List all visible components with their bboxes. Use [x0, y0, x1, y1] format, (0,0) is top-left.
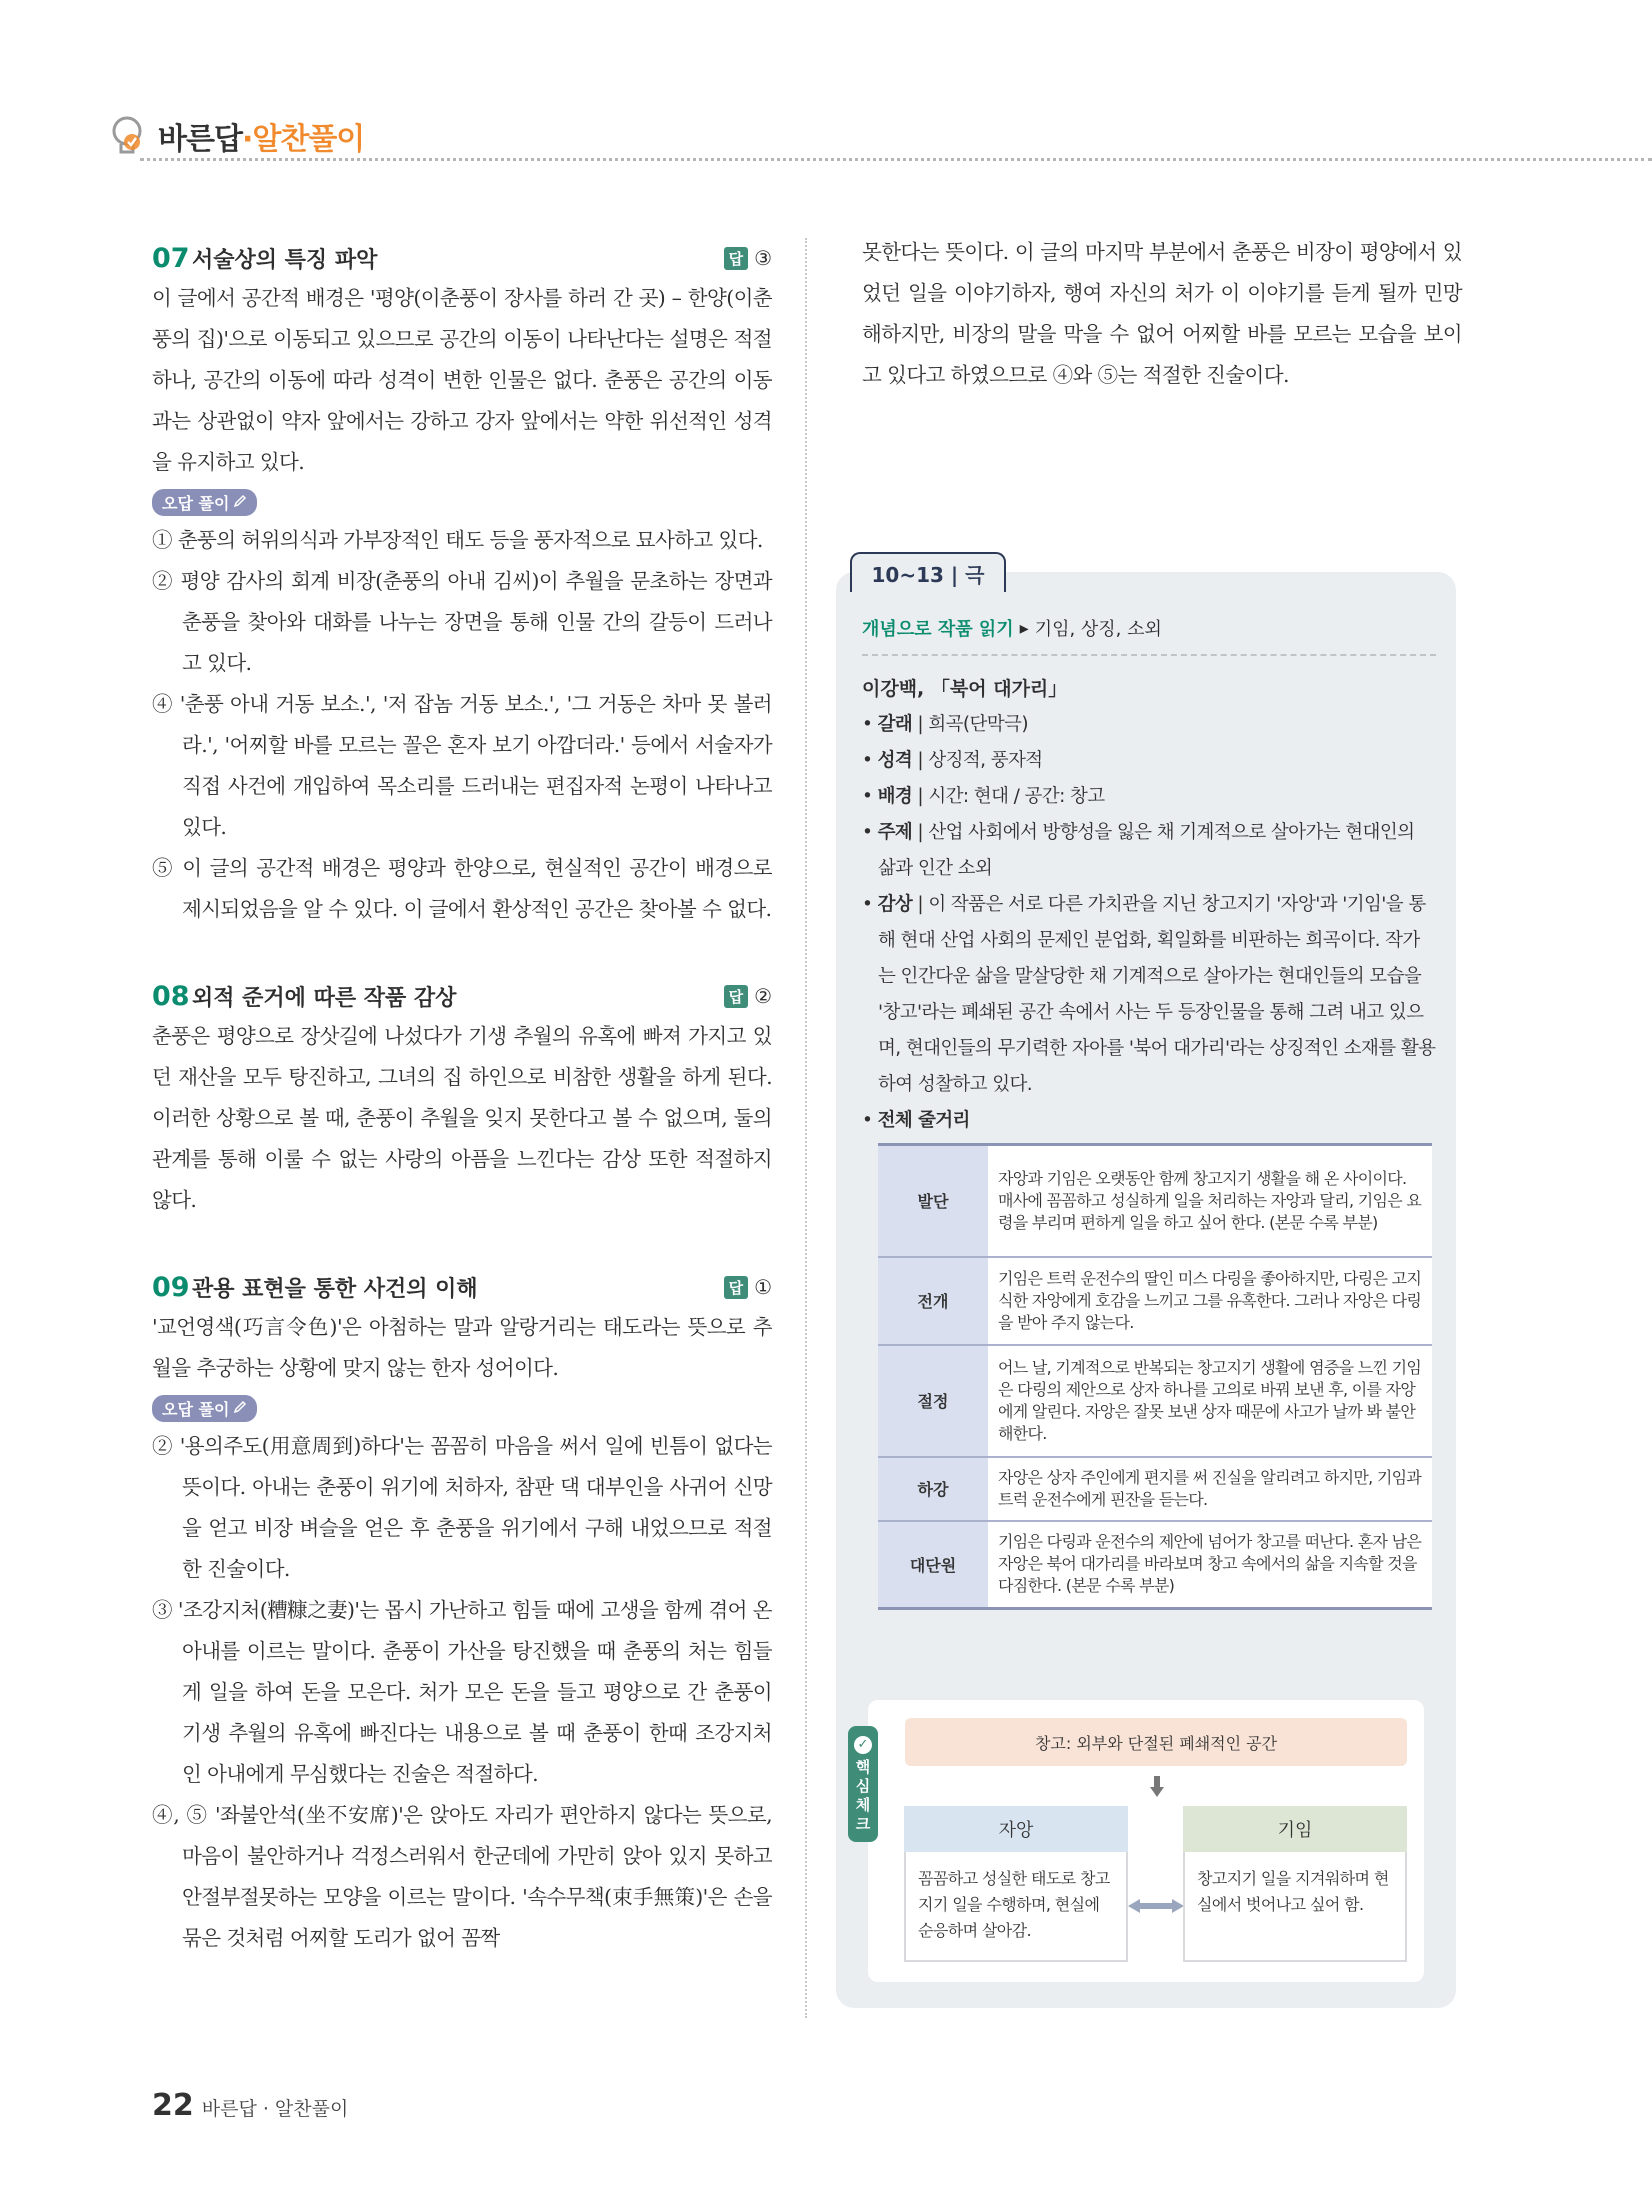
attr-key: 주제: [877, 822, 913, 843]
answer-value: ②: [754, 984, 772, 1008]
q09-answer: [724, 1275, 772, 1299]
concept-label: 개념으로 작품 읽기: [862, 619, 1014, 640]
core-check-label: [848, 1726, 878, 1842]
attr-value: 시간: 현대 / 공간: 창고: [928, 786, 1105, 807]
table-row: [878, 1345, 1432, 1457]
right-column: [862, 232, 1462, 396]
left-column: [152, 238, 772, 1959]
answer-tag: 답: [724, 1276, 749, 1299]
concept-arrow: ▸: [1019, 617, 1029, 639]
q07-heading: [152, 238, 772, 278]
q09-option: ④, ⑤ '좌불안석(坐不安席)'은 앉아도 자리가 편안하지 않다는 뜻으로, 마음이 불안하거나 걱정스러워서 한군데에 가만히 앉아 있지 못하고 안절부절못하는 모양을 이르는 말이다. '속수무책(束手無策)'은 손을 묶은 것처럼 어찌할 도리가 없어 꼼짝: [152, 1803, 772, 1950]
q07-option: ⑤ 이 글의 공간적 배경은 평양과 한양으로, 현실적인 공간이 배경으로 제시되었음을 알 수 있다. 이 글에서 환상적인 공간은 찾아볼 수 없다.: [152, 856, 772, 921]
dashed-divider: [862, 654, 1436, 656]
q08-heading: [152, 976, 772, 1016]
character-card-giim: [1183, 1806, 1407, 1962]
work-summary-content: [862, 610, 1436, 1610]
check-icon: ✓: [854, 1736, 872, 1754]
plot-desc: 기임은 트럭 운전수의 딸인 미스 다링을 좋아하지만, 다링은 고지식한 자앙에게 호감을 느끼고 그를 유혹한다. 그러나 자앙은 다링을 받아 주지 않는다.: [988, 1257, 1432, 1345]
footer-title: 바른답 · 알찬풀이: [201, 2098, 349, 2120]
table-row: [878, 1145, 1432, 1257]
attr-key: 갈래: [877, 714, 913, 735]
character-desc: 창고지기 일을 지겨워하며 현실에서 벗어나고 싶어 함.: [1183, 1852, 1407, 1962]
q07-number: 07: [152, 242, 190, 274]
q07-option: ① 춘풍의 허위의식과 가부장적인 태도 등을 풍자적으로 묘사하고 있다.: [152, 528, 763, 552]
plot-stage: 대단원: [878, 1521, 988, 1609]
page-number: 22: [152, 2088, 194, 2123]
bulb-icon: [108, 114, 148, 158]
plot-label: 전체 줄거리: [877, 1110, 970, 1131]
page-header: [108, 110, 364, 162]
header-divider: [140, 158, 1652, 161]
pencil-icon: [233, 1399, 247, 1418]
q08-answer: [724, 984, 772, 1008]
q08-number: 08: [152, 980, 190, 1012]
q09-heading: [152, 1267, 772, 1307]
plot-heading: • 전체 줄거리: [862, 1110, 970, 1131]
plot-table: [878, 1143, 1432, 1610]
plot-stage: 전개: [878, 1257, 988, 1345]
character-name: 기임: [1183, 1806, 1407, 1852]
character-desc: 꼼꼼하고 성실한 태도로 창고지기 일을 수행하며, 현실에 순응하며 살아감.: [904, 1852, 1128, 1962]
q09-title: 관용 표현을 통한 사건의 이해: [192, 1276, 478, 1302]
attr-key: 성격: [877, 750, 913, 771]
plot-desc: 자앙은 상자 주인에게 편지를 써 진실을 알리려고 하지만, 기임과 트럭 운전수에게 핀잔을 듣는다.: [988, 1457, 1432, 1521]
plot-desc: 기임은 다링과 운전수의 제안에 넘어가 창고를 떠난다. 혼자 남은 자앙은 북어 대가리를 바라보며 창고 속에서의 삶을 지속할 것을 다짐한다. (본문 수록 부분): [988, 1521, 1432, 1609]
wrong-answer-label: 오답 풀이: [162, 1400, 230, 1419]
wrong-answer-label: 오답 풀이: [162, 494, 230, 513]
character-card-jaang: [904, 1806, 1128, 1962]
page-footer: [152, 2088, 348, 2123]
attr-key: 감상: [877, 894, 913, 915]
q08-explanation: 춘풍은 평양으로 장삿길에 나섰다가 기생 추월의 유혹에 빠져 가지고 있던 재산을 모두 탕진하고, 그녀의 집 하인으로 비참한 생활을 하게 된다. 이러한 상황으로 볼 때, 춘풍이 추월을 잊지 못한다고 볼 수 없으며, 둘의 관계를 통해 이룰 수 없는 사랑의 아픔을 느낀다는 감상 또한 적절하지 않다.: [152, 1024, 772, 1212]
attr-value: 이 작품은 서로 다른 가치관을 지닌 창고지기 '자앙'과 '기임'을 통해 현대 산업 사회의 문제인 분업화, 획일화를 비판하는 희곡이다. 작가는 인간다운 삶을 말살당한 채 기계적으로 살아가는 현대인들의 모습을 '창고'라는 폐쇄된 공간 속에서 사는 두 등장인물을 통해 그려 내고 있으며, 현대인들의 무기력한 자아를 '북어 대가리'라는 상징적인 소재를 활용하여 성찰하고 있다.: [878, 894, 1436, 1095]
down-arrow-icon: [1150, 1776, 1164, 1798]
answer-value: ①: [754, 1275, 772, 1299]
q08-title: 외적 준거에 따른 작품 감상: [192, 985, 457, 1011]
work-attribute: • 갈래 | 희곡(단막극): [862, 714, 1028, 735]
header-title-dot: ·: [241, 122, 253, 157]
pencil-icon: [233, 493, 247, 512]
concept-reading: [862, 610, 1436, 646]
header-title-a: 바른답: [158, 122, 242, 157]
table-row: [878, 1257, 1432, 1345]
column-divider: [805, 238, 807, 2018]
concept-keywords: 기임, 상징, 소외: [1034, 619, 1162, 640]
wrong-answer-tag: [152, 489, 257, 516]
q09-number: 09: [152, 1271, 190, 1303]
q07-explanation: 이 글에서 공간적 배경은 '평양(이춘풍이 장사를 하러 간 곳) – 한양(이춘풍의 집)'으로 이동되고 있으므로 공간의 이동이 나타난다는 설명은 적절하나, 공간의 이동에 따라 성격이 변한 인물은 없다. 춘풍은 공간의 이동과는 상관없이 약자 앞에서는 강하고 강자 앞에서는 약한 위선적인 성격을 유지하고 있다.: [152, 286, 772, 474]
q07-option: ④ '춘풍 아내 거동 보소.', '저 잡놈 거동 보소.', '그 거동은 차마 못 볼러라.', '어찌할 바를 모르는 꼴은 혼자 보기 아깝더라.' 등에서 서술자가 직접 사건에 개입하여 목소리를 드러내는 편집자적 논평이 나타나고 있다.: [152, 692, 772, 839]
attr-key: 배경: [877, 786, 913, 807]
q07-answer: [724, 246, 772, 270]
plot-stage: 하강: [878, 1457, 988, 1521]
table-row: [878, 1457, 1432, 1521]
q09-explanation: '교언영색(巧言令色)'은 아첨하는 말과 알랑거리는 태도라는 뜻으로 추월을 추궁하는 상황에 맞지 않는 한자 성어이다.: [152, 1315, 772, 1380]
header-title: [158, 114, 364, 158]
q09-explanation-continued: 못한다는 뜻이다. 이 글의 마지막 부분에서 춘풍은 비장이 평양에서 있었던 일을 이야기하자, 행여 자신의 처가 이 이야기를 듣게 될까 민망해하지만, 비장의 말을 막을 수 없어 어찌할 바를 모르는 모습을 보이고 있다고 하였으므로 ④와 ⑤는 적절한 진술이다.: [862, 240, 1462, 387]
header-title-b: 알찬풀이: [252, 122, 365, 157]
work-summary-tab: 10~13 | 극: [850, 552, 1006, 592]
wrong-answer-tag: [152, 1395, 257, 1422]
attr-value: 상징적, 풍자적: [928, 750, 1043, 771]
table-row: [878, 1521, 1432, 1609]
work-attribute: • 주제 | 산업 사회에서 방향성을 잃은 채 기계적으로 살아가는 현대인의 삶과 인간 소외: [862, 822, 1415, 879]
plot-desc: 어느 날, 기계적으로 반복되는 창고지기 생활에 염증을 느낀 기임은 다링의 제안으로 상자 하나를 고의로 바꿔 보낸 후, 이를 자앙에게 알린다. 자앙은 잘못 보낸 상자 때문에 사고가 날까 봐 불안해한다.: [988, 1345, 1432, 1457]
attr-value: 산업 사회에서 방향성을 잃은 채 기계적으로 살아가는 현대인의 삶과 인간 소외: [878, 822, 1415, 879]
q07-title: 서술상의 특징 파악: [192, 247, 378, 273]
work-attribute: • 감상 | 이 작품은 서로 다른 가치관을 지닌 창고지기 '자앙'과 '기임'을 통해 현대 산업 사회의 문제인 분업화, 획일화를 비판하는 희곡이다. 작가는 인간다운 삶을 말살당한 채 기계적으로 살아가는 현대인들의 모습을 '창고'라는 폐쇄된 공간 속에서 사는 두 등장인물을 통해 그려 내고 있으며, 현대인들의 무기력한 자아를 '북어 대가리'라는 상징적인 소재를 활용하여 성찰하고 있다.: [862, 894, 1436, 1095]
answer-tag: 답: [724, 985, 749, 1008]
storage-banner: 창고: 외부와 단절된 폐쇄적인 공간: [905, 1718, 1407, 1766]
q09-option: ③ '조강지처(糟糠之妻)'는 몹시 가난하고 힘들 때에 고생을 함께 겪어 온 아내를 이르는 말이다. 춘풍이 가산을 탕진했을 때 춘풍의 처는 힘들게 일을 하여 돈을 모은다. 처가 모은 돈을 들고 평양으로 간 춘풍이 기생 추월의 유혹에 빠진다는 내용으로 볼 때 춘풍이 한때 조강지처인 아내에게 무심했다는 진술은 적절하다.: [152, 1598, 772, 1786]
plot-desc: 자앙과 기임은 오랫동안 함께 창고지기 생활을 해 온 사이이다. 매사에 꼼꼼하고 성실하게 일을 처리하는 자앙과 달리, 기임은 요령을 부리며 편하게 일을 하고 싶어 한다. (본문 수록 부분): [988, 1145, 1432, 1257]
work-attribute: • 배경 | 시간: 현대 / 공간: 창고: [862, 786, 1105, 807]
attr-value: 희곡(단막극): [928, 714, 1028, 735]
plot-stage: 발단: [878, 1145, 988, 1257]
double-arrow-icon: [1128, 1898, 1184, 1914]
q07-option: ② 평양 감사의 회계 비장(춘풍의 아내 김씨)이 추월을 문초하는 장면과 춘풍을 찾아와 대화를 나누는 장면을 통해 인물 간의 갈등이 드러나고 있다.: [152, 569, 772, 675]
answer-tag: 답: [724, 247, 749, 270]
plot-stage: 절정: [878, 1345, 988, 1457]
work-author-title: 이강백, 「북어 대가리」: [862, 678, 1068, 700]
answer-value: ③: [754, 246, 772, 270]
q09-option: ② '용의주도(用意周到)하다'는 꼼꼼히 마음을 써서 일에 빈틈이 없다는 뜻이다. 아내는 춘풍이 위기에 처하자, 참판 댁 대부인을 사귀어 신망을 얻고 비장 벼슬을 얻은 후 춘풍을 위기에서 구해 내었으므로 적절한 진술이다.: [152, 1434, 772, 1581]
character-name: 자앙: [904, 1806, 1128, 1852]
core-check-text: 핵심체크: [855, 1758, 871, 1833]
work-attribute: • 성격 | 상징적, 풍자적: [862, 750, 1043, 771]
